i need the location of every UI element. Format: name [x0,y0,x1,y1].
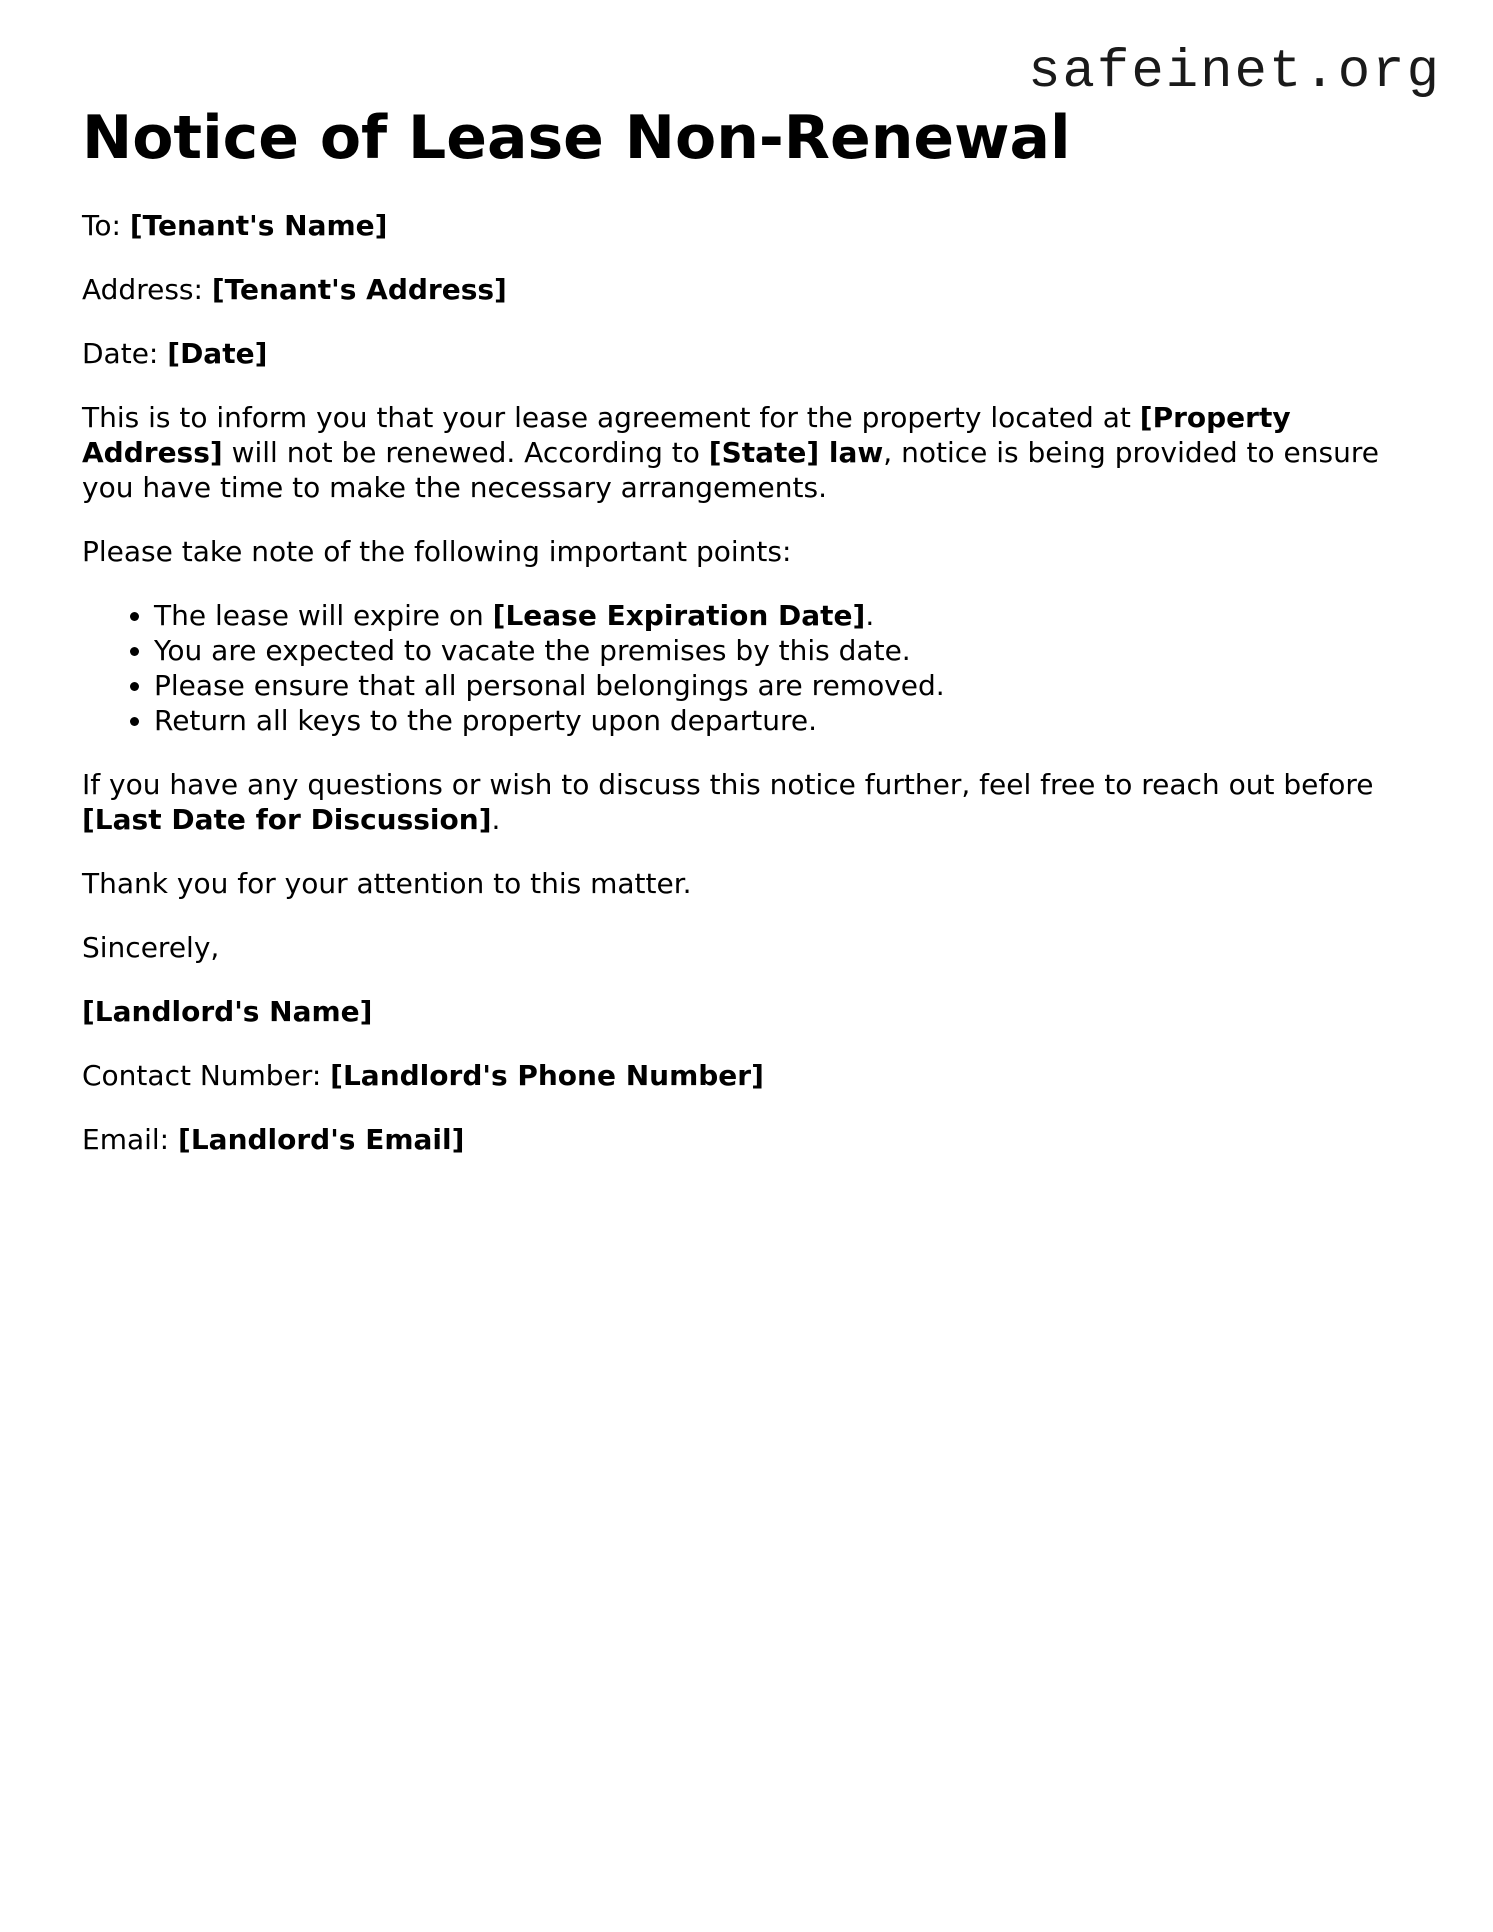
address-line [82,272,1412,307]
intro-text-1: This is to inform you that your lease agreement for the property located at [82,401,1140,434]
points-intro: Please take note of the following important points: [82,535,792,568]
landlord-email: [Landlord's Email] [178,1123,465,1156]
point-1-text: The lease will expire on [154,599,493,632]
page-title: Notice of Lease Non-Renewal [82,103,1071,173]
address-label: Address: [82,273,203,306]
landlord-phone: [Landlord's Phone Number] [330,1059,764,1092]
contact-label: Contact Number: [82,1059,322,1092]
last-discussion-date: [Last Date for Discussion] [82,803,492,836]
tenant-name: [Tenant's Name] [129,209,388,242]
landlord-name-line [82,994,1412,1029]
landlord-name: [Landlord's Name] [82,995,373,1028]
date-value: [Date] [167,337,268,370]
date-line [82,336,1412,371]
email-label: Email: [82,1123,170,1156]
to-line [82,208,1412,243]
list-item [154,598,1412,633]
list-item: • You are expected to vacate the premises by this date. [154,633,1412,668]
list-item: • Please ensure that all personal belongings are removed. [154,668,1412,703]
tenant-address: [Tenant's Address] [211,273,507,306]
intro-paragraph [82,400,1412,505]
to-label: To: [82,209,121,242]
watermark-site: safeinet.org [1028,42,1441,103]
questions-text: If you have any questions or wish to discuss this notice further, feel free to reach out before [82,768,1374,801]
questions-end: . [491,803,501,836]
lease-expiration-date: [Lease Expiration Date] [492,599,866,632]
document-page [82,104,1412,1186]
thanks-line: Thank you for your attention to this matter. [82,867,692,900]
email-line [82,1122,1412,1157]
list-item: • Return all keys to the property upon departure. [154,703,1412,738]
property-address: [Property Address] [82,401,1291,469]
questions-paragraph [82,767,1412,837]
state-law: [State] law [708,436,884,469]
contact-line [82,1058,1412,1093]
intro-text-2: will not be renewed. According to [222,436,709,469]
points-list [82,598,1412,738]
point-1-end: . [865,599,875,632]
date-label: Date: [82,337,159,370]
closing-line: Sincerely, [82,931,220,964]
intro-text-3: , notice is being provided to ensure you have time to make the necessary arrangements. [82,436,1379,504]
